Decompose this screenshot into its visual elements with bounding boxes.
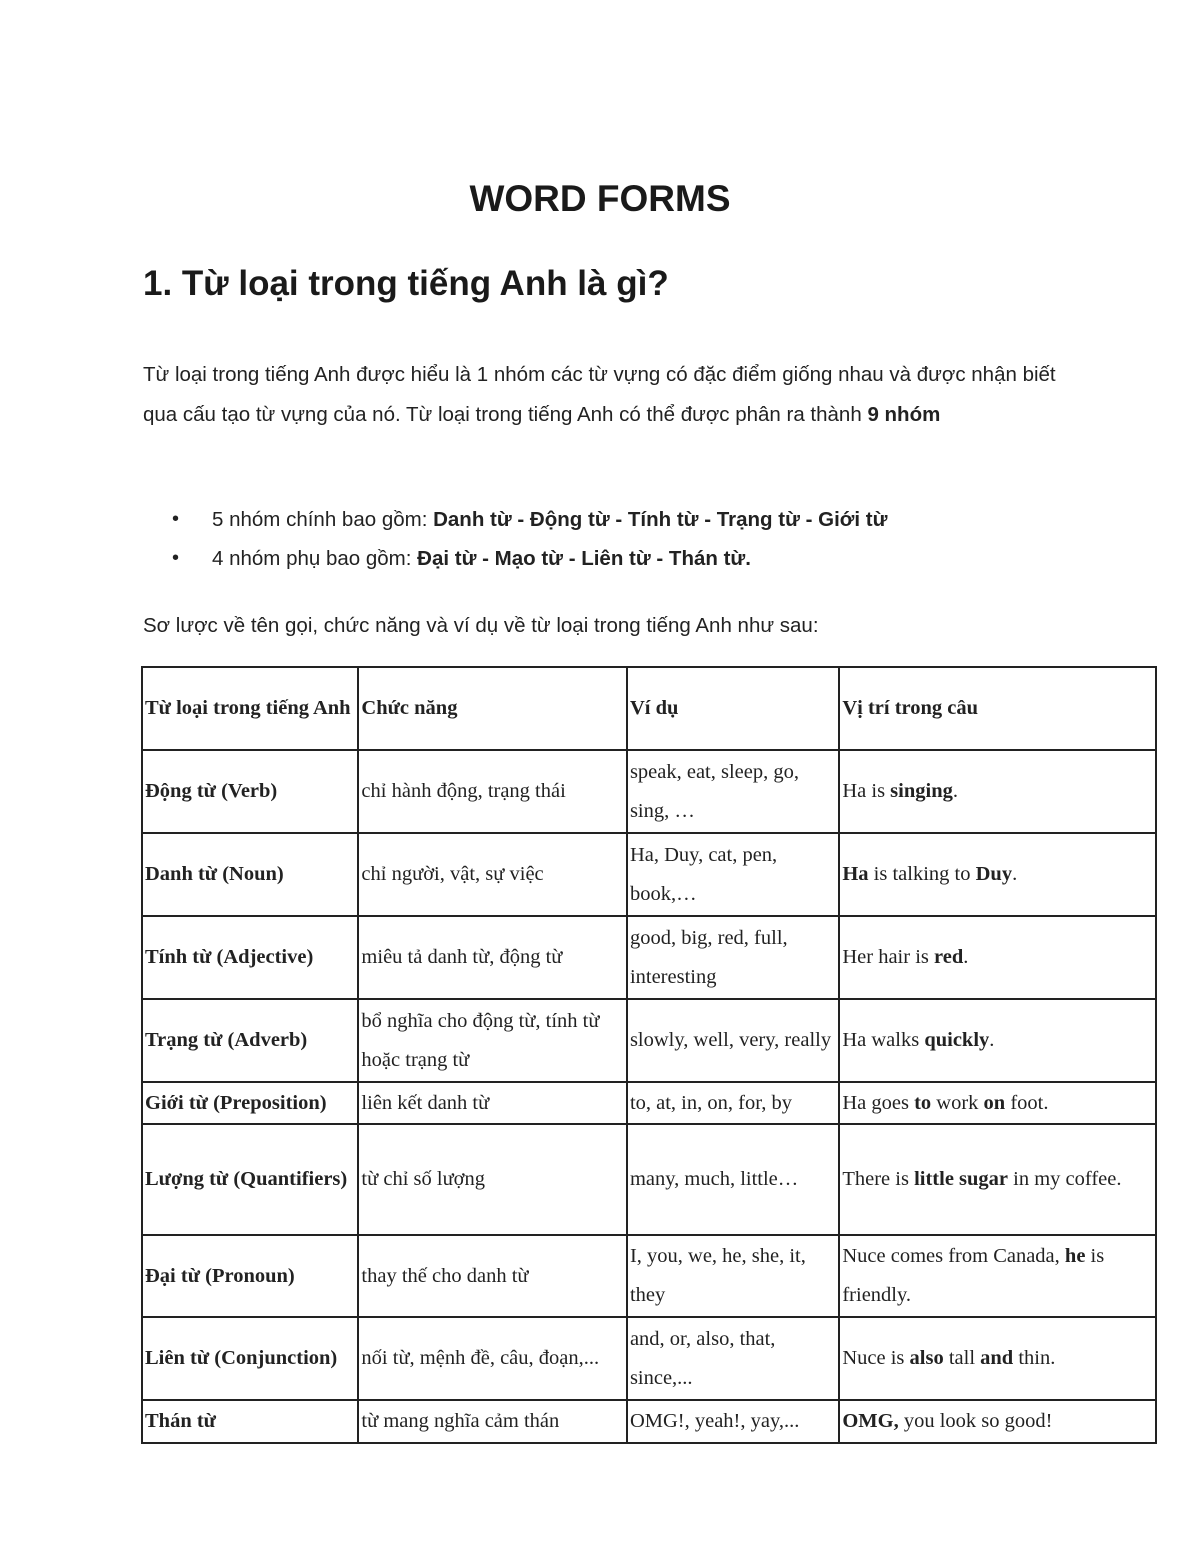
cell-position: [839, 1235, 1156, 1317]
position-text: .: [989, 1029, 995, 1051]
bullet-icon: •: [172, 547, 180, 569]
cell-type: Giới từ (Preposition): [142, 1082, 358, 1124]
cell-position: [839, 1124, 1156, 1235]
cell-type: Danh từ (Noun): [142, 833, 358, 916]
table-row: [142, 1235, 1156, 1317]
position-text: you look so good!: [898, 1410, 1053, 1432]
cell-position: [839, 1400, 1156, 1443]
document-title: WORD FORMS: [469, 178, 731, 219]
cell-example: speak, eat, sleep, go, sing, …: [627, 750, 839, 833]
bullet-list: [172, 500, 887, 578]
table-intro: Sơ lược về tên gọi, chức năng và ví dụ về từ loại trong tiếng Anh như sau:: [143, 614, 819, 637]
table-row: [142, 750, 1156, 833]
cell-type: Liên từ (Conjunction): [142, 1317, 358, 1400]
position-bold-text: little sugar: [914, 1168, 1009, 1190]
cell-function: từ chỉ số lượng: [358, 1124, 627, 1235]
table-row: [142, 1124, 1156, 1235]
position-text: foot.: [1005, 1091, 1049, 1114]
cell-type: Tính từ (Adjective): [142, 916, 358, 999]
section-heading: 1. Từ loại trong tiếng Anh là gì?: [143, 264, 669, 303]
cell-example: slowly, well, very, really: [627, 999, 839, 1082]
position-text: is talking to: [868, 863, 976, 885]
cell-example: OMG!, yeah!, yay,...: [627, 1400, 839, 1443]
cell-position: [839, 750, 1156, 833]
paragraph-bold: 9 nhóm: [867, 402, 941, 426]
table-row: [142, 916, 1156, 999]
intro-paragraph: [143, 355, 1073, 434]
cell-type: Đại từ (Pronoun): [142, 1235, 358, 1317]
position-text: is friendly.: [842, 1245, 1105, 1306]
header-type: Từ loại trong tiếng Anh: [142, 667, 358, 750]
position-bold-text: to: [914, 1091, 932, 1114]
position-text: Her hair is: [842, 946, 934, 968]
cell-function: miêu tả danh từ, động từ: [358, 916, 627, 999]
cell-type: Lượng từ (Quantifiers): [142, 1124, 358, 1235]
table-header-row: [142, 667, 1156, 750]
table-body: [142, 750, 1156, 1443]
position-bold-text: he: [1064, 1245, 1086, 1267]
header-example: Ví dụ: [627, 667, 839, 750]
cell-example: Ha, Duy, cat, pen, book,…: [627, 833, 839, 916]
position-bold-text: on: [983, 1091, 1006, 1114]
position-text: tall: [943, 1347, 981, 1369]
cell-example: good, big, red, full, interesting: [627, 916, 839, 999]
header-position: Vị trí trong câu: [839, 667, 1156, 750]
table-row: [142, 833, 1156, 916]
cell-function: chỉ hành động, trạng thái: [358, 750, 627, 833]
table-row: [142, 1400, 1156, 1443]
position-text: Nuce is: [842, 1347, 910, 1369]
position-text: Ha goes: [842, 1091, 915, 1114]
bullet-prefix: 5 nhóm chính bao gồm:: [212, 508, 434, 531]
position-text: .: [1012, 863, 1018, 885]
bullet-prefix: 4 nhóm phụ bao gồm:: [212, 547, 418, 570]
cell-type: Trạng từ (Adverb): [142, 999, 358, 1082]
cell-position: [839, 833, 1156, 916]
cell-function: nối từ, mệnh đề, câu, đoạn,...: [358, 1317, 627, 1400]
position-bold-text: OMG,: [842, 1410, 899, 1432]
cell-function: bổ nghĩa cho động từ, tính từ hoặc trạng từ: [358, 999, 627, 1082]
cell-type: Thán từ: [142, 1400, 358, 1443]
cell-function: liên kết danh từ: [358, 1082, 627, 1124]
position-bold-text: also: [909, 1347, 944, 1369]
cell-function: từ mang nghĩa cảm thán: [358, 1400, 627, 1443]
position-bold-text: and: [980, 1347, 1014, 1369]
cell-example: many, much, little…: [627, 1124, 839, 1235]
table-row: [142, 999, 1156, 1082]
position-bold-text: red: [934, 946, 964, 968]
position-bold-text: Ha: [842, 863, 869, 885]
position-text: .: [963, 946, 969, 968]
list-item: [172, 539, 887, 578]
position-text: work: [931, 1091, 984, 1114]
list-item: [172, 500, 887, 539]
position-bold-text: Duy: [975, 863, 1013, 885]
table-row: [142, 1317, 1156, 1400]
position-text: in my coffee.: [1008, 1168, 1122, 1190]
bullet-icon: •: [172, 508, 180, 530]
cell-position: [839, 999, 1156, 1082]
position-text: Ha is: [842, 780, 891, 802]
bullet-bold: Đại từ - Mạo từ - Liên từ - Thán từ.: [417, 547, 751, 570]
word-forms-table: [141, 666, 1157, 1444]
cell-position: [839, 916, 1156, 999]
cell-example: to, at, in, on, for, by: [627, 1082, 839, 1124]
bullet-bold: Danh từ - Động từ - Tính từ - Trạng từ - Giới từ: [433, 508, 888, 531]
cell-type: Động từ (Verb): [142, 750, 358, 833]
position-text: There is: [842, 1168, 915, 1190]
cell-example: I, you, we, he, she, it, they: [627, 1235, 839, 1317]
cell-position: [839, 1082, 1156, 1124]
position-bold-text: singing: [890, 780, 953, 802]
position-text: .: [952, 780, 958, 802]
position-text: Ha walks: [842, 1029, 925, 1051]
position-bold-text: quickly: [924, 1029, 990, 1051]
cell-position: [839, 1317, 1156, 1400]
cell-function: chỉ người, vật, sự việc: [358, 833, 627, 916]
table-row: [142, 1082, 1156, 1124]
cell-function: thay thế cho danh từ: [358, 1235, 627, 1317]
cell-example: and, or, also, that, since,...: [627, 1317, 839, 1400]
header-function: Chức năng: [358, 667, 627, 750]
paragraph-text: Từ loại trong tiếng Anh được hiểu là 1 nhóm các từ vựng có đặc điểm giống nhau và được nhận biết qua cấu tạo từ vựng của nó. Từ loại trong tiếng Anh có thể được phân ra thành: [143, 363, 1056, 426]
position-text: Nuce comes from Canada,: [842, 1245, 1065, 1267]
position-text: thin.: [1013, 1347, 1056, 1369]
